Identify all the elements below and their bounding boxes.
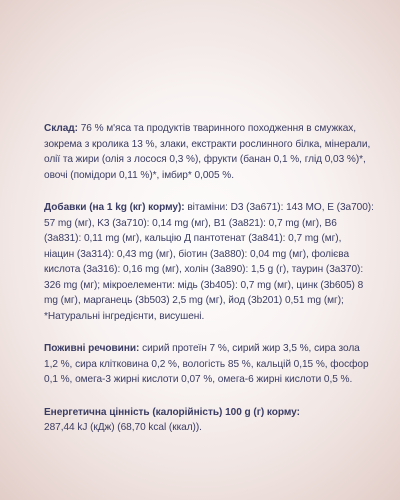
composition-section — [44, 121, 374, 183]
nutrients-text: сирий протеїн 7 %, сирий жир 3,5 %, сира зола 1,2 %, сира клітковина 0,2 %, вологість 85 %, кальцій 0,15 %, фосфор 0,1 %, омега-3 жирні кислоти 0,07 %, омега-6 жирні кислоти 0,5 %. — [44, 343, 369, 385]
composition-heading: Склад: — [44, 123, 78, 134]
additives-heading: Добавки (на 1 kg (кг) корму): — [44, 202, 185, 213]
energy-heading: Енергетична цінність (калорійність) 100 g (г) корму: — [44, 406, 300, 418]
nutrients-heading: Поживні речовини: — [44, 343, 140, 354]
nutrients-section — [44, 341, 374, 388]
product-composition-text — [44, 121, 374, 453]
additives-section — [44, 200, 374, 324]
additives-text: вітаміни: D3 (3a671): 143 МО, E (3a700): 57 mg (мг), K3 (3a710): 0,14 mg (мг), B1 (3a821): 0,7 mg (мг), B6 (3a831): 0,11 mg (мг), кальцію Д пантотенат (3a841): 0,7 mg (мг), ніацин (3a314): 0,43 mg (мг), біотин (3a880): 0,04 mg (мг), фолієва кислота (3a316): 0,16 mg (мг), холін (3a890): 1,5 g (г), таурин (3a370): 326 mg (мг); мікроелементи: мідь (3b405): 0,7 mg (мг), цинк (3b605) 8 mg (мг), марганець (3b503) 2,5 mg (мг), йод (3b201) 0,51 mg (мг); *Натуральні інгредієнти, висушені. — [44, 202, 374, 322]
energy-section — [44, 405, 374, 436]
composition-text: 76 % м'яса та продуктів тваринного походження в смужках, зокрема з кролика 13 %, злаки, екстракти рослинного білка, мінерали, олії та жири (олія з лосося 0,3 %), фрукти (банан 0,1 %, глід 0,03 %)*, овочі (помідори 0,11 %)*, імбир* 0,005 %. — [44, 123, 371, 181]
energy-text: 287,44 kJ (кДж) (68,70 kcal (ккал)). — [44, 422, 202, 433]
